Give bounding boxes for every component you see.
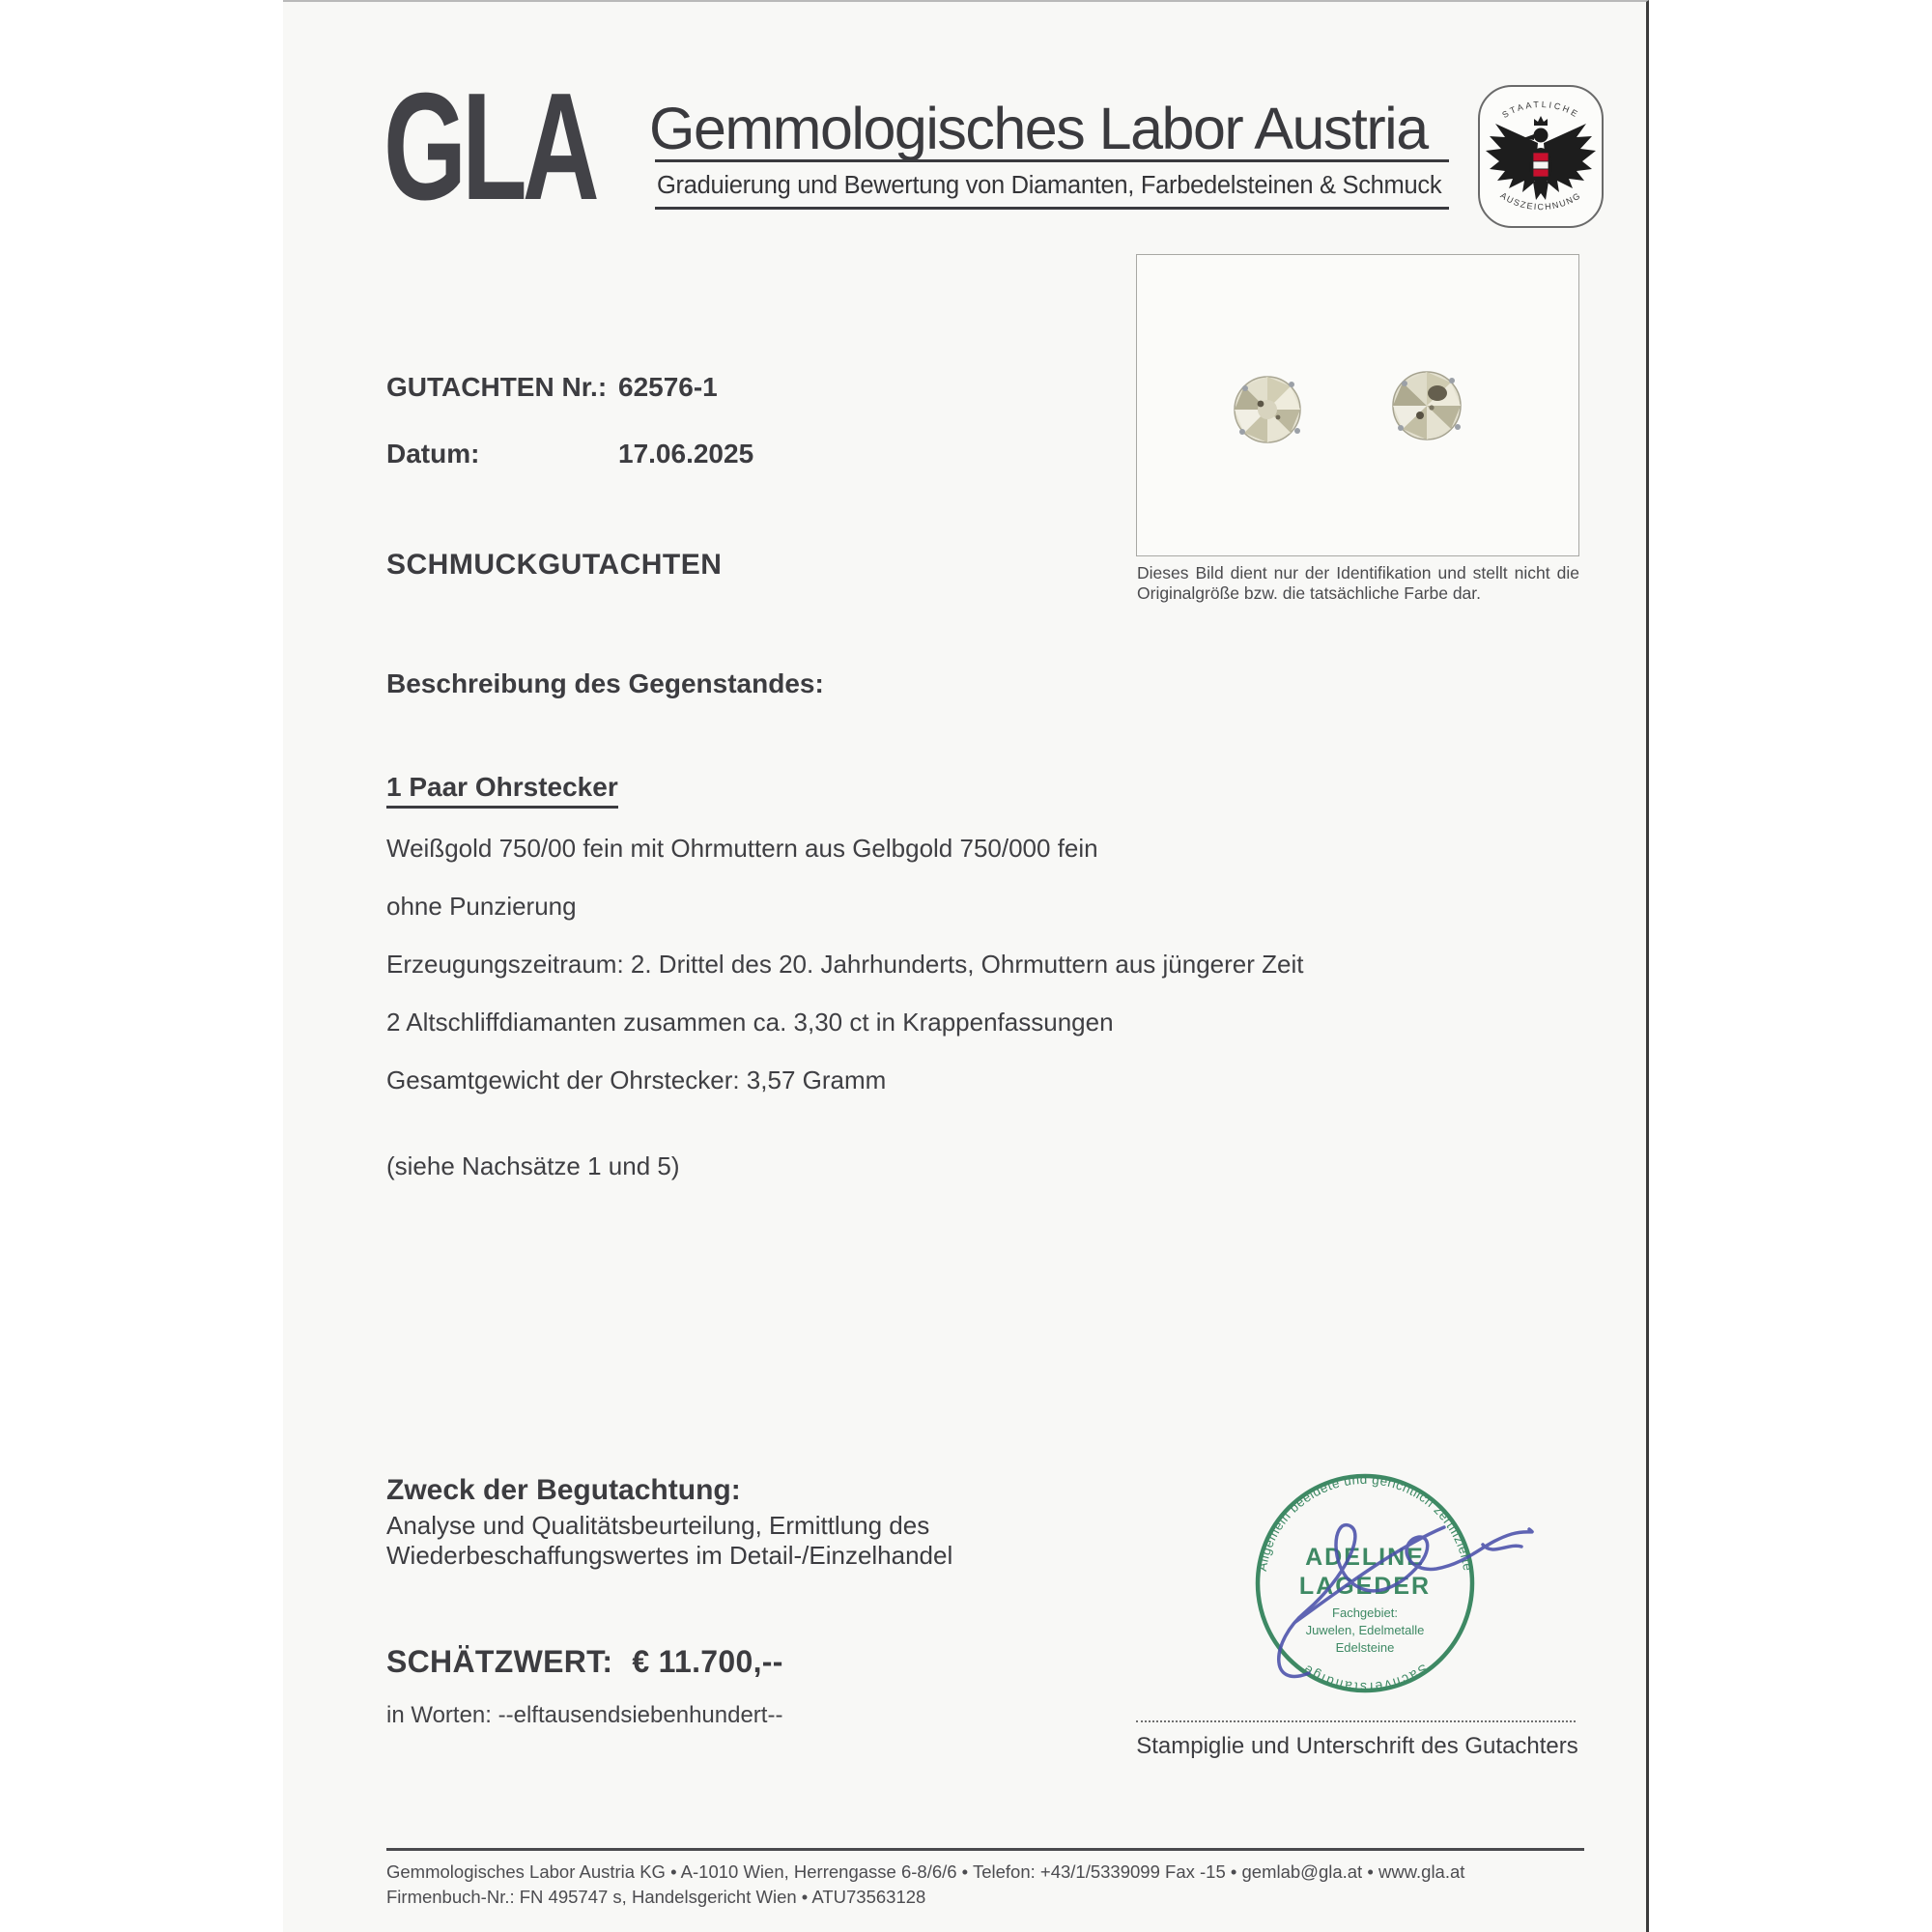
report-number-value: 62576-1 [618,372,718,402]
value-in-words: in Worten: --elftausendsiebenhundert-- [386,1702,783,1728]
photo-caption: Dieses Bild dient nur der Identifikation und stellt nicht die Originalgröße bzw. die tatsächliche Farbe dar. [1137,563,1579,603]
stamp-name-line2: LAGEDER [1298,1573,1432,1600]
description-line: Gesamtgewicht der Ohrstecker: 3,57 Gramm [386,1065,887,1094]
stamp-caption: Stampiglie und Unterschrift des Gutachters [1136,1733,1578,1759]
right-diamond-stud [1393,372,1461,440]
date-row [386,439,753,469]
stamp-field-line2: Juwelen, Edelmetalle [1305,1623,1425,1637]
expert-signature [1239,1475,1548,1697]
item-title: 1 Paar Ohrstecker [386,772,618,809]
stamp-ring-text-bottom: Sachverständige [1299,1661,1431,1695]
date-value: 17.06.2025 [618,439,754,469]
lab-subtitle: Graduierung und Bewertung von Diamanten, Farbedelsteinen & Schmuck [657,172,1442,199]
emblem-bottom-text: AUSZEICHNUNG [1498,190,1583,213]
lab-title: Gemmologisches Labor Austria [649,96,1428,161]
purpose-line: Wiederbeschaffungswertes im Detail-/Einzelhandel [386,1541,953,1570]
header-rule-top [655,159,1449,162]
estimated-value-label: SCHÄTZWERT: [386,1644,613,1679]
description-line: ohne Punzierung [386,892,577,921]
estimated-value-amount: € 11.700,-- [632,1644,783,1679]
description-note: (siehe Nachsätze 1 und 5) [386,1151,680,1180]
stamp-name-line1: ADELINE [1305,1544,1425,1571]
stamp-ring-text-top: Allgemein beeidete und gerichtlich zertifizierte [1254,1471,1476,1573]
date-label: Datum: [386,439,480,469]
document-page [283,0,1649,1932]
purpose-line: Analyse und Qualitätsbeurteilung, Ermittlung des [386,1511,930,1540]
header-rule-bottom [655,207,1449,210]
earrings-photo-image [1137,255,1578,555]
report-number-row [386,372,718,403]
austrian-eagle-emblem [1475,83,1606,230]
report-number-label: GUTACHTEN Nr.: [386,372,608,402]
description-line: Weißgold 750/00 fein mit Ohrmuttern aus Gelbgold 750/000 fein [386,834,1098,863]
identification-photo [1136,254,1579,556]
stamp-field-line1: Fachgebiet: [1332,1605,1398,1620]
footer-registry-line: Firmenbuch-Nr.: FN 495747 s, Handelsgericht Wien • ATU73563128 [386,1887,926,1907]
stamp-field-line3: Edelsteine [1335,1640,1395,1655]
footer-rule [386,1848,1584,1851]
emblem-top-text: STAATLICHE [1500,99,1581,121]
signature-line [1136,1720,1576,1722]
estimated-value-row [386,1644,783,1680]
document-type-title: SCHMUCKGUTACHTEN [386,549,723,581]
description-heading: Beschreibung des Gegenstandes: [386,668,824,698]
left-diamond-stud [1235,377,1300,442]
gla-logo: GLA [384,62,595,232]
description-line: Erzeugungszeitraum: 2. Drittel des 20. Jahrhunderts, Ohrmuttern aus jüngerer Zeit [386,950,1304,979]
footer-contact-line: Gemmologisches Labor Austria KG • A-1010 Wien, Herrengasse 6-8/6/6 • Telefon: +43/1/5339099 Fax -15 • gemlab@gla.at • www.gla.at [386,1861,1465,1882]
purpose-heading: Zweck der Begutachtung: [386,1474,741,1506]
description-line: 2 Altschliffdiamanten zusammen ca. 3,30 ct in Krappenfassungen [386,1008,1114,1037]
